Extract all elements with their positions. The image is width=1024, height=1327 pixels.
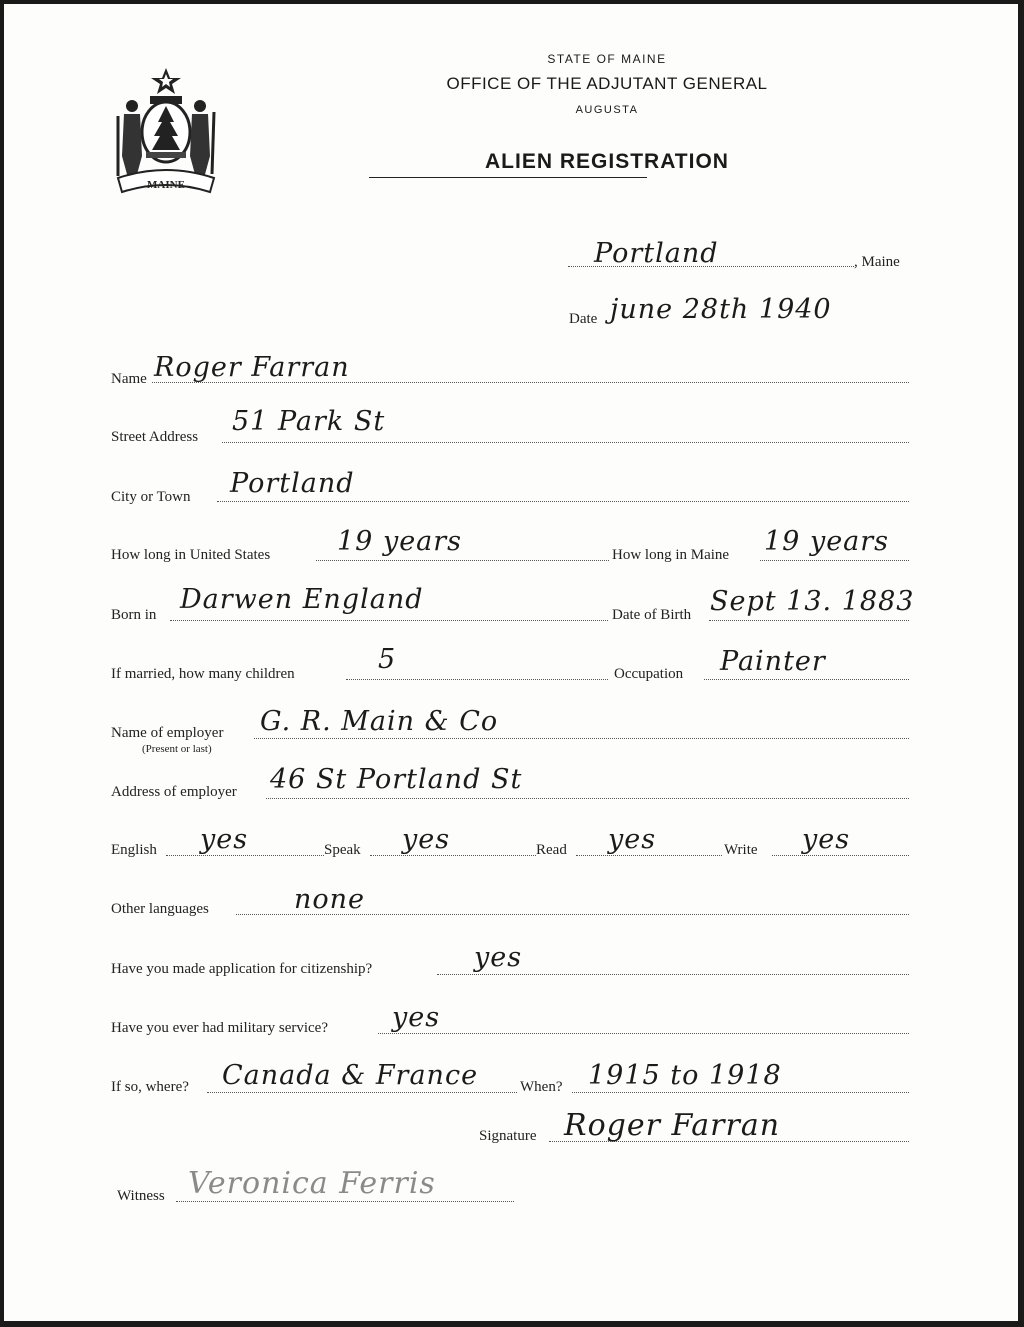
title-underline — [369, 177, 647, 178]
write-line — [772, 855, 909, 856]
name-label: Name — [111, 371, 147, 387]
name-value[interactable]: Roger Farran — [154, 352, 350, 383]
when-line — [572, 1092, 909, 1093]
citizenship-line — [437, 974, 909, 975]
form-title: ALIEN REGISTRATION — [485, 150, 729, 173]
city-line — [217, 501, 909, 502]
read-line — [576, 855, 722, 856]
us-label: How long in United States — [111, 547, 271, 563]
children-value[interactable]: 5 — [378, 644, 397, 675]
us-line — [316, 560, 609, 561]
military-value[interactable]: yes — [392, 1002, 441, 1033]
dob-value[interactable]: Sept 13. 1883 — [710, 586, 915, 617]
header-state: STATE OF MAINE — [547, 52, 667, 66]
witness-label: Witness — [117, 1188, 165, 1204]
seal-text: MAINE — [147, 179, 185, 191]
witness-line — [176, 1201, 514, 1202]
employer-label: Name of employer — [111, 725, 224, 741]
me-label: How long in Maine — [612, 547, 730, 563]
emp-addr-line — [266, 798, 909, 799]
english-value[interactable]: yes — [200, 824, 249, 855]
where-line — [207, 1092, 517, 1093]
speak-label: Speak — [324, 842, 361, 858]
signature-value[interactable]: Roger Farran — [564, 1108, 781, 1143]
write-value[interactable]: yes — [802, 824, 851, 855]
speak-value[interactable]: yes — [402, 824, 451, 855]
other-value[interactable]: none — [294, 884, 366, 915]
place-value[interactable]: Portland — [594, 238, 719, 269]
witness-value[interactable]: Veronica Ferris — [188, 1166, 436, 1201]
english-line — [166, 855, 324, 856]
us-value[interactable]: 19 years — [337, 526, 463, 557]
where-value[interactable]: Canada & France — [222, 1060, 479, 1091]
employer-value[interactable]: G. R. Main & Co — [260, 706, 499, 737]
children-label: If married, how many children — [111, 666, 295, 682]
born-label: Born in — [111, 607, 157, 623]
occupation-value[interactable]: Painter — [720, 646, 826, 677]
born-line — [170, 620, 608, 621]
registration-form — [4, 4, 1018, 1321]
street-value[interactable]: 51 Park St — [232, 406, 386, 437]
when-label: When? — [520, 1079, 563, 1095]
city-label: City or Town — [111, 489, 191, 505]
children-line — [346, 679, 608, 680]
military-label: Have you ever had military service? — [111, 1020, 328, 1036]
military-line — [378, 1033, 909, 1034]
english-label: English — [111, 842, 157, 858]
dob-line — [709, 620, 909, 621]
date-value[interactable]: june 28th 1940 — [610, 294, 832, 325]
where-label: If so, where? — [111, 1079, 189, 1095]
employer-line — [254, 738, 909, 739]
maine-label: , Maine — [854, 254, 900, 270]
citizenship-value[interactable]: yes — [474, 942, 523, 973]
dob-label: Date of Birth — [612, 607, 692, 623]
employer-sublabel: (Present or last) — [142, 743, 212, 755]
signature-label: Signature — [479, 1128, 537, 1144]
born-value[interactable]: Darwen England — [180, 584, 424, 615]
emp-addr-value[interactable]: 46 St Portland St — [270, 764, 523, 795]
me-value[interactable]: 19 years — [764, 526, 890, 557]
read-label: Read — [536, 842, 567, 858]
me-line — [760, 560, 909, 561]
street-line — [222, 442, 909, 443]
read-value[interactable]: yes — [608, 824, 657, 855]
occupation-label: Occupation — [614, 666, 684, 682]
city-value[interactable]: Portland — [230, 468, 355, 499]
emp-addr-label: Address of employer — [111, 784, 237, 800]
speak-line — [370, 855, 536, 856]
street-label: Street Address — [111, 429, 199, 445]
other-label: Other languages — [111, 901, 209, 917]
header-city: AUGUSTA — [575, 104, 639, 116]
when-value[interactable]: 1915 to 1918 — [588, 1060, 782, 1091]
date-label: Date — [569, 311, 598, 327]
occupation-line — [704, 679, 909, 680]
header-office: OFFICE OF THE ADJUTANT GENERAL — [446, 74, 768, 93]
write-label: Write — [724, 842, 758, 858]
citizenship-label: Have you made application for citizenship? — [111, 961, 373, 977]
